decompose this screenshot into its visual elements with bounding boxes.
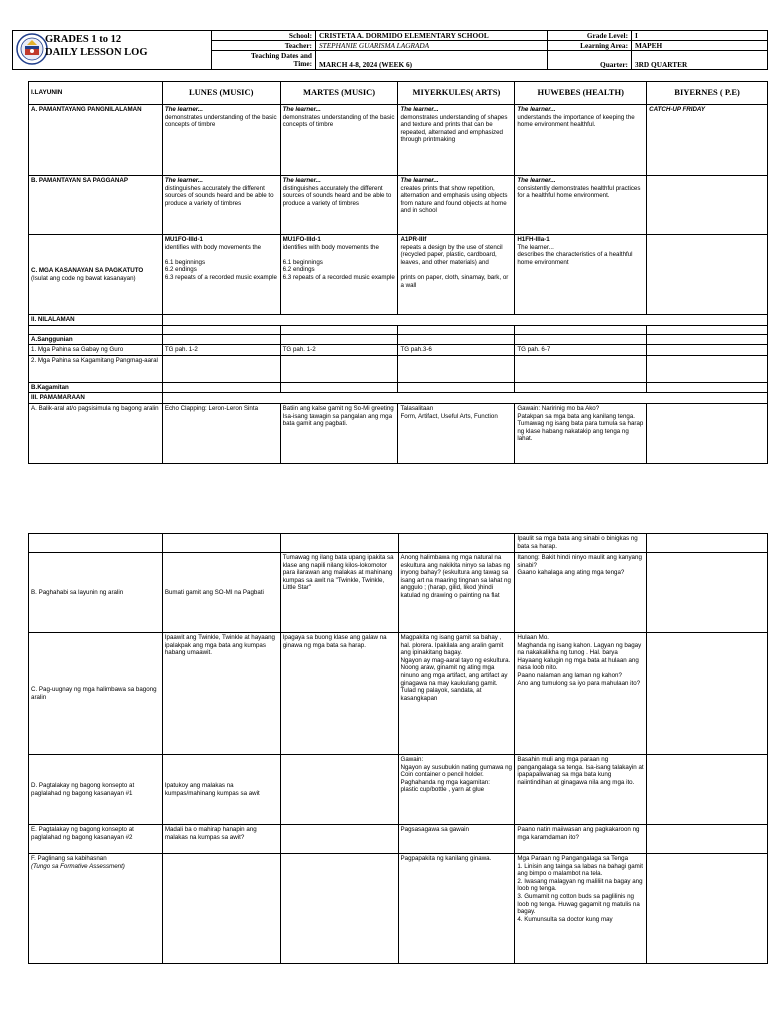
cell-text: demonstrates understanding of the basic concepts of timbre <box>164 113 277 129</box>
cell-friday <box>647 355 768 382</box>
cell-wednesday: Gawain: Ngayon ay susubukin nating gumawa ng Coin container o pencil holder. Paghahanda ng mga kagamitan: plastic cup/bottle , yarn at glue <box>398 755 515 825</box>
cell-wednesday: Magpakita ng isang gamit sa bahay , hal. plorera. Ipakilala ang aralin gamit ang ipinakitang bagay. Ngayon ay mag-aaral tayo ng eskultura. Noong araw, ginamit ng ating mga ninuno ang mga artifact, ang artifact ay ginagawa na may kaukulang gamit. Tulad ng palayok, sandata, at kasangkapan <box>398 633 515 755</box>
cell-text: repeats a design by the use of stencil (recycled paper, plastic, cardboard, leaves, and other materials) and prints on paper, cloth, sinamay, bark, or a wall <box>400 243 509 289</box>
cell-tuesday <box>280 534 398 553</box>
row-kasanayan-sa-pagkatuto <box>29 235 768 315</box>
cell-wednesday: Pagpapakita ng kanilang ginawa. <box>398 854 515 964</box>
row-pagtalakay-2 <box>29 825 768 854</box>
row-label: A. PAMANTAYANG PANGNILALAMAN <box>29 105 163 176</box>
cell-thursday: Basahin muli ang mga paraan ng pangangalaga sa tenga. Isa-isang talakayin at ipapapaliwanag sa mga bata kung naiintindihan at ginagawa nila ang mga ito. <box>515 755 647 825</box>
cell-text: distinguishes accurately the different sources of sounds heard and be able to produce a variety of timbres <box>164 184 274 207</box>
lead-text: The learner... <box>164 177 203 184</box>
cell-tuesday: TG pah. 1-2 <box>280 345 398 356</box>
cell-friday <box>647 825 768 854</box>
grade-value: I <box>632 31 768 41</box>
cell-text: understands the importance of keeping the home environment healthful. <box>517 113 635 129</box>
cell-text: The learner... describes the characteristics of a healthful home environment <box>517 243 633 266</box>
area-label: Learning Area: <box>548 41 632 51</box>
cell-thursday <box>515 334 647 345</box>
cell-thursday <box>515 176 647 235</box>
row-label: B. PAMANTAYAN SA PAGGANAP <box>29 176 163 235</box>
cell-friday <box>647 345 768 356</box>
row-kagamitang-pangmag-aaral <box>29 355 768 382</box>
area-value: MAPEH <box>632 41 768 51</box>
row-label: A.Sanggunian <box>29 334 163 345</box>
cell-friday <box>647 633 768 755</box>
cell-friday <box>647 325 768 334</box>
quarter-label: Quarter: <box>548 51 632 70</box>
cell-wednesday <box>398 176 515 235</box>
cell-tuesday <box>280 176 398 235</box>
row-label <box>29 534 163 553</box>
cell-thursday <box>515 325 647 334</box>
cell-text: identifies with body movements the 6.1 beginnings 6.2 endings 6.3 repeats of a recorded music example <box>164 243 277 281</box>
cell-monday <box>162 534 280 553</box>
cell-wednesday: Talasalitaan Form, Artifact, Useful Arts, Function <box>398 403 515 463</box>
cell-wednesday: Anong halimbawa ng mga natural na eskultura ang nakikita ninyo sa labas ng inyong bahay? (eskultura ang tawag sa isang art na maaring tingnan sa lahat ng anggulo ; (harap, gilid, likod )hindi katulad ng drawing o painting na flat <box>398 553 515 633</box>
col-header-martes: MARTES (MUSIC) <box>280 82 398 105</box>
cell-friday <box>647 755 768 825</box>
dates-value: MARCH 4-8, 2024 (WEEK 6) <box>316 51 548 70</box>
cell-friday <box>647 382 768 393</box>
deped-seal-icon <box>16 33 48 65</box>
competency-code: H1FH-IIIa-1 <box>517 236 550 243</box>
cell-tuesday <box>280 382 398 393</box>
cell-thursday <box>515 355 647 382</box>
row-label <box>29 235 163 315</box>
row-label-note: (Isulat ang code ng bawat kasanayan) <box>31 274 136 282</box>
cell-monday <box>162 382 280 393</box>
page-header <box>12 30 768 70</box>
col-header-huwebes: HUWEBES (HEALTH) <box>515 82 647 105</box>
cell-text: identifies with body movements the 6.1 beginnings 6.2 endings 6.3 repeats of a recorded music example <box>282 243 395 281</box>
row-label: 1. Mga Pahina sa Gabay ng Guro <box>29 345 163 356</box>
dates-label-line-1: Teaching Dates and <box>251 51 312 60</box>
lead-text: The learner... <box>400 177 439 184</box>
row-gabay-ng-guro <box>29 345 768 356</box>
grade-label: Grade Level: <box>548 31 632 41</box>
row-label: D. Pagtalakay ng bagong konsepto at paglalahad ng bagong kasanayan #1 <box>29 755 163 825</box>
cell-tuesday <box>280 355 398 382</box>
dates-label-line-2: Time: <box>293 59 312 68</box>
cell-friday <box>647 854 768 964</box>
lesson-log-table-2 <box>28 533 768 964</box>
cell-thursday: Hulaan Mo. Maghanda ng isang kahon. Lagyan ng bagay na nakakalikha ng tunog . Hal. barya Hayaang kalugin ng mga bata at hulaan ang nasa loob nito. Paano nalaman ang laman ng kahon? Ano ang tumulong sa iyo para mahulaan ito? <box>515 633 647 755</box>
cell-monday: Echo Clapping: Leron-Leron Sinta <box>162 403 280 463</box>
lesson-log-table-1 <box>28 81 768 464</box>
dates-label <box>212 51 316 70</box>
cell-friday: CATCH-UP FRIDAY <box>647 105 768 176</box>
cell-wednesday <box>398 235 515 315</box>
cell-friday <box>647 553 768 633</box>
cell-thursday: Gawain: Naririnig mo ba Ako? Patakpan sa mga bata ang kanilang tenga. Tumawag ng isang bata para tumula sa harap ng klase habang nakatakip ang tenga ng lahat. <box>515 403 647 463</box>
row-pag-uugnay <box>29 633 768 755</box>
row-span-cell <box>162 393 767 404</box>
quarter-value: 3RD QUARTER <box>632 51 768 70</box>
cell-thursday <box>515 105 647 176</box>
cell-thursday: TG pah. 6-7 <box>515 345 647 356</box>
cell-thursday: Ipaulit sa mga bata ang sinabi o binigkas ng bata sa harap. <box>515 534 647 553</box>
col-header-miyerkules: MIYERKULES( ARTS) <box>398 82 515 105</box>
teacher-value: STEPHANIE GUARISMA LAGRADA <box>316 41 548 51</box>
title-line-1: GRADES 1 to 12 <box>45 34 122 45</box>
cell-tuesday <box>280 755 398 825</box>
cell-monday <box>162 325 280 334</box>
lead-text: The learner... <box>282 177 321 184</box>
cell-monday <box>162 334 280 345</box>
lead-text: The learner... <box>517 106 556 113</box>
title-line-2: DAILY LESSON LOG <box>45 47 148 58</box>
row-label-text: F. Paglinang sa kabihasnan <box>31 855 107 862</box>
school-label: School: <box>212 31 316 41</box>
cell-friday <box>647 403 768 463</box>
row-span-cell <box>162 315 767 326</box>
cell-wednesday <box>398 382 515 393</box>
lead-text: The learner... <box>282 106 321 113</box>
header-info-table <box>211 30 768 70</box>
row-blank <box>29 325 768 334</box>
competency-code: A1PR-IIIf <box>400 236 427 243</box>
row-label-text: C. MGA KASANAYAN SA PAGKATUTO <box>31 266 144 274</box>
row-pamantayan-sa-pagganap <box>29 176 768 235</box>
cell-monday <box>162 176 280 235</box>
row-label: II. NILALAMAN <box>29 315 163 326</box>
cell-wednesday: Pagsasagawa sa gawain <box>398 825 515 854</box>
cell-monday <box>162 105 280 176</box>
cell-monday <box>162 854 280 964</box>
row-nilalaman <box>29 315 768 326</box>
cell-thursday <box>515 235 647 315</box>
cell-thursday: Mga Paraan ng Pangangalaga sa Tenga 1. Linisin ang tainga sa labas na bahagi gamit ang bimpo o malambot na tela. 2. Iwasang malagyan ng maliliit na bagay ang loob ng tenga. 3. Gumamit ng cotton buds sa paglilinis ng loob ng tenga. Huwag gagamit ng matulis na bagay. 4. Kumunsulta sa doctor kung may <box>515 854 647 964</box>
cell-monday: TG pah. 1-2 <box>162 345 280 356</box>
row-continued <box>29 534 768 553</box>
cell-text: distinguishes accurately the different sources of sounds heard and be able to produce a variety of timbres <box>282 184 392 207</box>
row-paglinang-sa-kabihasnan <box>29 854 768 964</box>
lead-text: The learner... <box>400 106 439 113</box>
cell-text: consistently demonstrates healthful practices for a healthful home environment. <box>517 184 641 200</box>
cell-tuesday <box>280 105 398 176</box>
cell-thursday: Itanong: Bakit hindi ninyo maulit ang kanyang sinabi? Gaano kahalaga ang ating mga tenga? <box>515 553 647 633</box>
cell-wednesday <box>398 334 515 345</box>
row-label-note: (Tungo sa Formative Assessment) <box>31 862 125 870</box>
school-value: CRISTETA A. DORMIDO ELEMENTARY SCHOOL <box>316 31 548 41</box>
row-label <box>29 325 163 334</box>
cell-wednesday <box>398 105 515 176</box>
cell-monday <box>162 235 280 315</box>
title-text <box>45 33 148 59</box>
cell-thursday: Paano natin maiiwasan ang pagkakaroon ng mga karamdaman ito? <box>515 825 647 854</box>
col-header-biyernes: BIYERNES ( P.E) <box>647 82 768 105</box>
column-header-row <box>29 82 768 105</box>
row-pagtalakay-1 <box>29 755 768 825</box>
lead-text: The learner... <box>517 177 556 184</box>
cell-friday <box>647 176 768 235</box>
cell-friday <box>647 235 768 315</box>
row-pamantayang-pangnilalaman <box>29 105 768 176</box>
cell-tuesday: Ipagaya sa buong klase ang galaw na ginawa ng mga bata sa harap. <box>280 633 398 755</box>
row-paghahabi-sa-layunin <box>29 553 768 633</box>
cell-tuesday <box>280 325 398 334</box>
row-label: III. PAMAMARAAN <box>29 393 163 404</box>
competency-code: MU1FO-IIId-1 <box>164 236 203 243</box>
cell-monday: Madali ba o mahirap hanapin ang malakas na kumpas sa awit? <box>162 825 280 854</box>
row-label: 2. Mga Pahina sa Kagamitang Pangmag-aaral <box>29 355 163 382</box>
row-label <box>29 854 163 964</box>
cell-wednesday <box>398 325 515 334</box>
row-label: B.Kagamitan <box>29 382 163 393</box>
cell-tuesday: Tumawag ng ilang bata upang ipakita sa klase ang napili nilang kilos-lokomotor para ilarawan ang malakas at mahinang kumpas sa awit na "Twinkle, Twinkle, Little Star" <box>280 553 398 633</box>
row-label: A. Balik-aral at/o pagsisimula ng bagong aralin <box>29 403 163 463</box>
title-box <box>12 30 212 70</box>
row-kagamitan <box>29 382 768 393</box>
cell-thursday <box>515 382 647 393</box>
col-header-layunin: I.LAYUNIN <box>29 82 163 105</box>
cell-tuesday <box>280 334 398 345</box>
cell-tuesday <box>280 235 398 315</box>
row-balik-aral <box>29 403 768 463</box>
row-label: B. Paghahabi sa layunin ng aralin <box>29 553 163 633</box>
cell-tuesday: Batiin ang kalse gamit ng So-Mi greeting Isa-isang tawagin sa pangalan ang mga bata gamit ang pagbati. <box>280 403 398 463</box>
lead-text: The learner... <box>164 106 203 113</box>
teacher-label: Teacher: <box>212 41 316 51</box>
cell-wednesday <box>398 355 515 382</box>
cell-wednesday <box>398 534 515 553</box>
cell-wednesday: TG pah.3-6 <box>398 345 515 356</box>
row-sanggunian <box>29 334 768 345</box>
cell-monday: Bumati gamit ang SO-MI na Pagbati <box>162 553 280 633</box>
cell-text: demonstrates understanding of the basic concepts of timbre <box>282 113 395 129</box>
row-pamamaraan <box>29 393 768 404</box>
competency-code: MU1FO-IIId-1 <box>282 236 321 243</box>
cell-monday: Ipaawit ang Twinkle, Twinkle at hayaang ipalakpak ang mga bata ang kumpas habang umaawit. <box>162 633 280 755</box>
cell-friday <box>647 534 768 553</box>
cell-text: creates prints that show repetition, alternation and emphasis using objects from nature and found objects at home and in school <box>400 184 508 215</box>
row-label: C. Pag-uugnay ng mga halimbawa sa bagong aralin <box>29 633 163 755</box>
cell-tuesday <box>280 854 398 964</box>
row-label: E. Pagtalakay ng bagong konsepto at paglalahad ng bagong kasanayan #2 <box>29 825 163 854</box>
cell-monday <box>162 355 280 382</box>
cell-friday <box>647 334 768 345</box>
cell-tuesday <box>280 825 398 854</box>
cell-text: demonstrates understanding of shapes and texture and prints that can be repeated, alternated and emphasized through printmaking <box>400 113 508 144</box>
cell-monday: Ipatukoy ang malakas na kumpas/mahinang kumpas sa awit <box>162 755 280 825</box>
col-header-lunes: LUNES (MUSIC) <box>162 82 280 105</box>
